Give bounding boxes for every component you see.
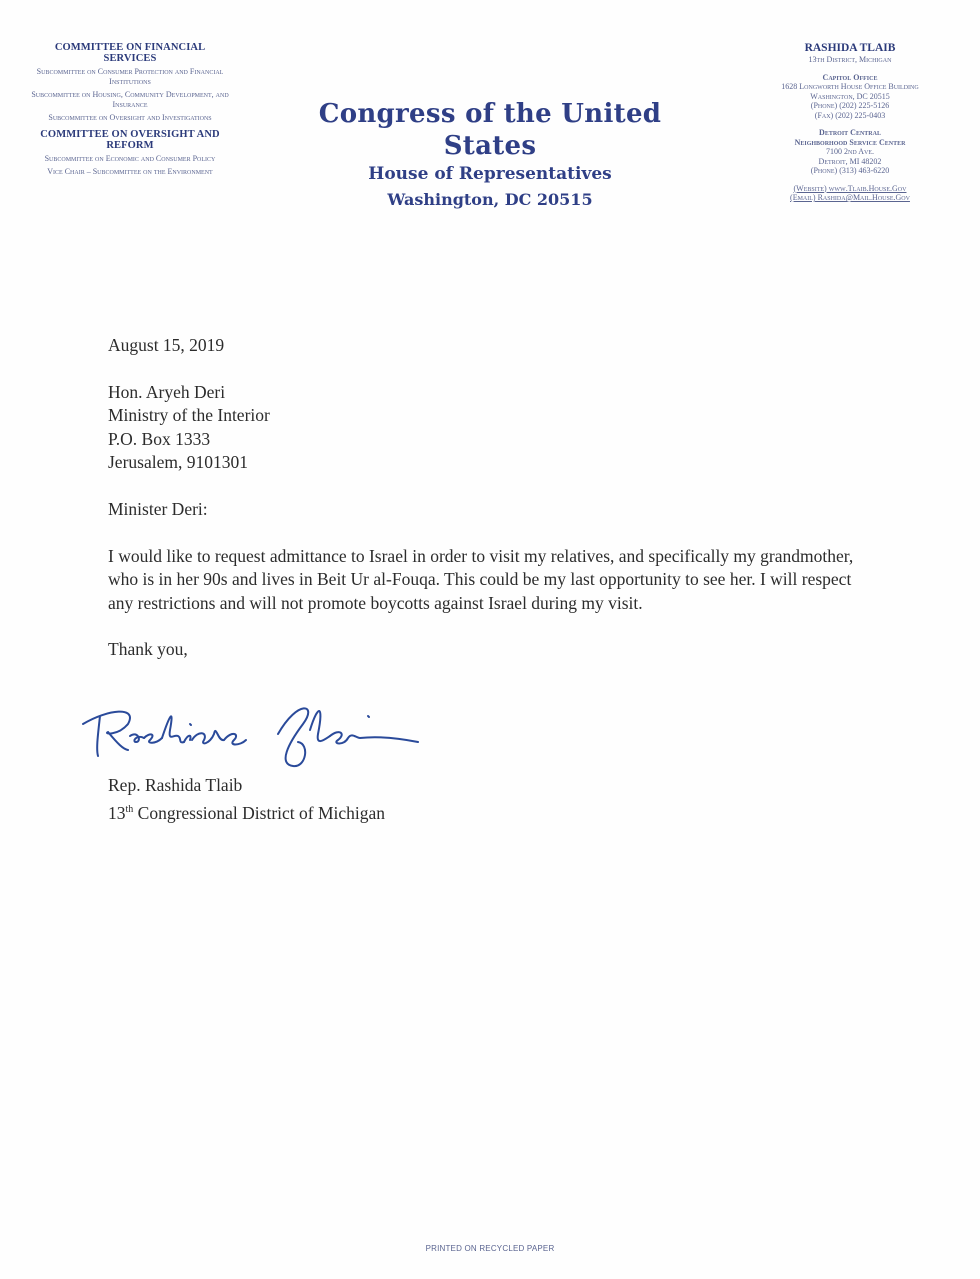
website-link[interactable]: (Website) www.Tlaib.House.Gov [793, 183, 907, 193]
handwritten-signature [78, 694, 428, 774]
letterhead-title [290, 98, 690, 214]
detroit-address1: 7100 2nd Ave. [826, 147, 874, 156]
capitol-address1: 1628 Longworth House Office Building [781, 82, 919, 91]
capitol-phone: (Phone) (202) 225-5126 [810, 101, 890, 110]
recycled-paper-footer: PRINTED ON RECYCLED PAPER [425, 1244, 555, 1253]
email-link[interactable]: (Email) Rashida@Mail.House.Gov [790, 193, 910, 202]
signer-name: Rep. Rashida Tlaib [108, 775, 243, 795]
closing: Thank you, [108, 639, 188, 660]
subcommittee: Subcommittee on Consumer Protection and Financial Institutions [36, 67, 224, 86]
subcommittee: Subcommittee on Economic and Consumer Policy [44, 153, 216, 163]
letter-date: August 15, 2019 [108, 335, 225, 355]
body-paragraph: I would like to request admittance to Israel in order to visit my relatives, and specifically my grandmother, who is in her 90s and lives in Beit Ur al-Fouqa. This could be my last opportunity to see her. I will respect any restrictions and will not promote boycotts against Israel during my visit. [108, 545, 854, 613]
signer-block [108, 774, 385, 825]
letterhead-committees [30, 42, 230, 181]
committee-financial-services: COMMITTEE ON FINANCIAL SERVICES [54, 42, 206, 64]
letter-body [108, 334, 888, 662]
detroit-address2: Detroit, MI 48202 [818, 156, 882, 166]
detroit-office-title2: Neighborhood Service Center [794, 137, 906, 147]
letterhead-contact [750, 42, 950, 203]
detroit-phone: (Phone) (313) 463-6220 [810, 166, 890, 175]
subcommittee: Subcommittee on Oversight and Investigations [48, 113, 212, 122]
congress-title: Congress of the United States [318, 99, 662, 161]
recipient-line: Ministry of the Interior [108, 405, 270, 426]
member-name: RASHIDA TLAIB [804, 42, 896, 54]
committee-oversight: COMMITTEE ON OVERSIGHT AND REFORM [40, 128, 220, 151]
recipient-line: Hon. Aryeh Deri [108, 381, 226, 402]
subcommittee: Subcommittee on Housing, Community Development, and Insurance [31, 90, 229, 109]
member-district: 13th District, Michigan [808, 55, 892, 64]
subcommittee: Vice Chair – Subcommittee on the Environment [47, 167, 213, 176]
house-title: House of Representatives [368, 164, 612, 184]
salutation: Minister Deri: [108, 498, 208, 519]
capitol-fax: (Fax) (202) 225-0403 [814, 110, 886, 120]
recipient-line: P.O. Box 1333 [108, 428, 211, 449]
signer-district: 13th Congressional District of Michigan [108, 802, 386, 823]
capitol-address2: Washington, DC 20515 [810, 91, 890, 101]
detroit-office-title1: Detroit Central [819, 128, 881, 137]
recipient-address [108, 381, 888, 475]
washington-address: Washington, DC 20515 [387, 190, 593, 209]
capitol-office-title: Capitol Office [822, 72, 878, 82]
recipient-line: Jerusalem, 9101301 [108, 452, 248, 473]
